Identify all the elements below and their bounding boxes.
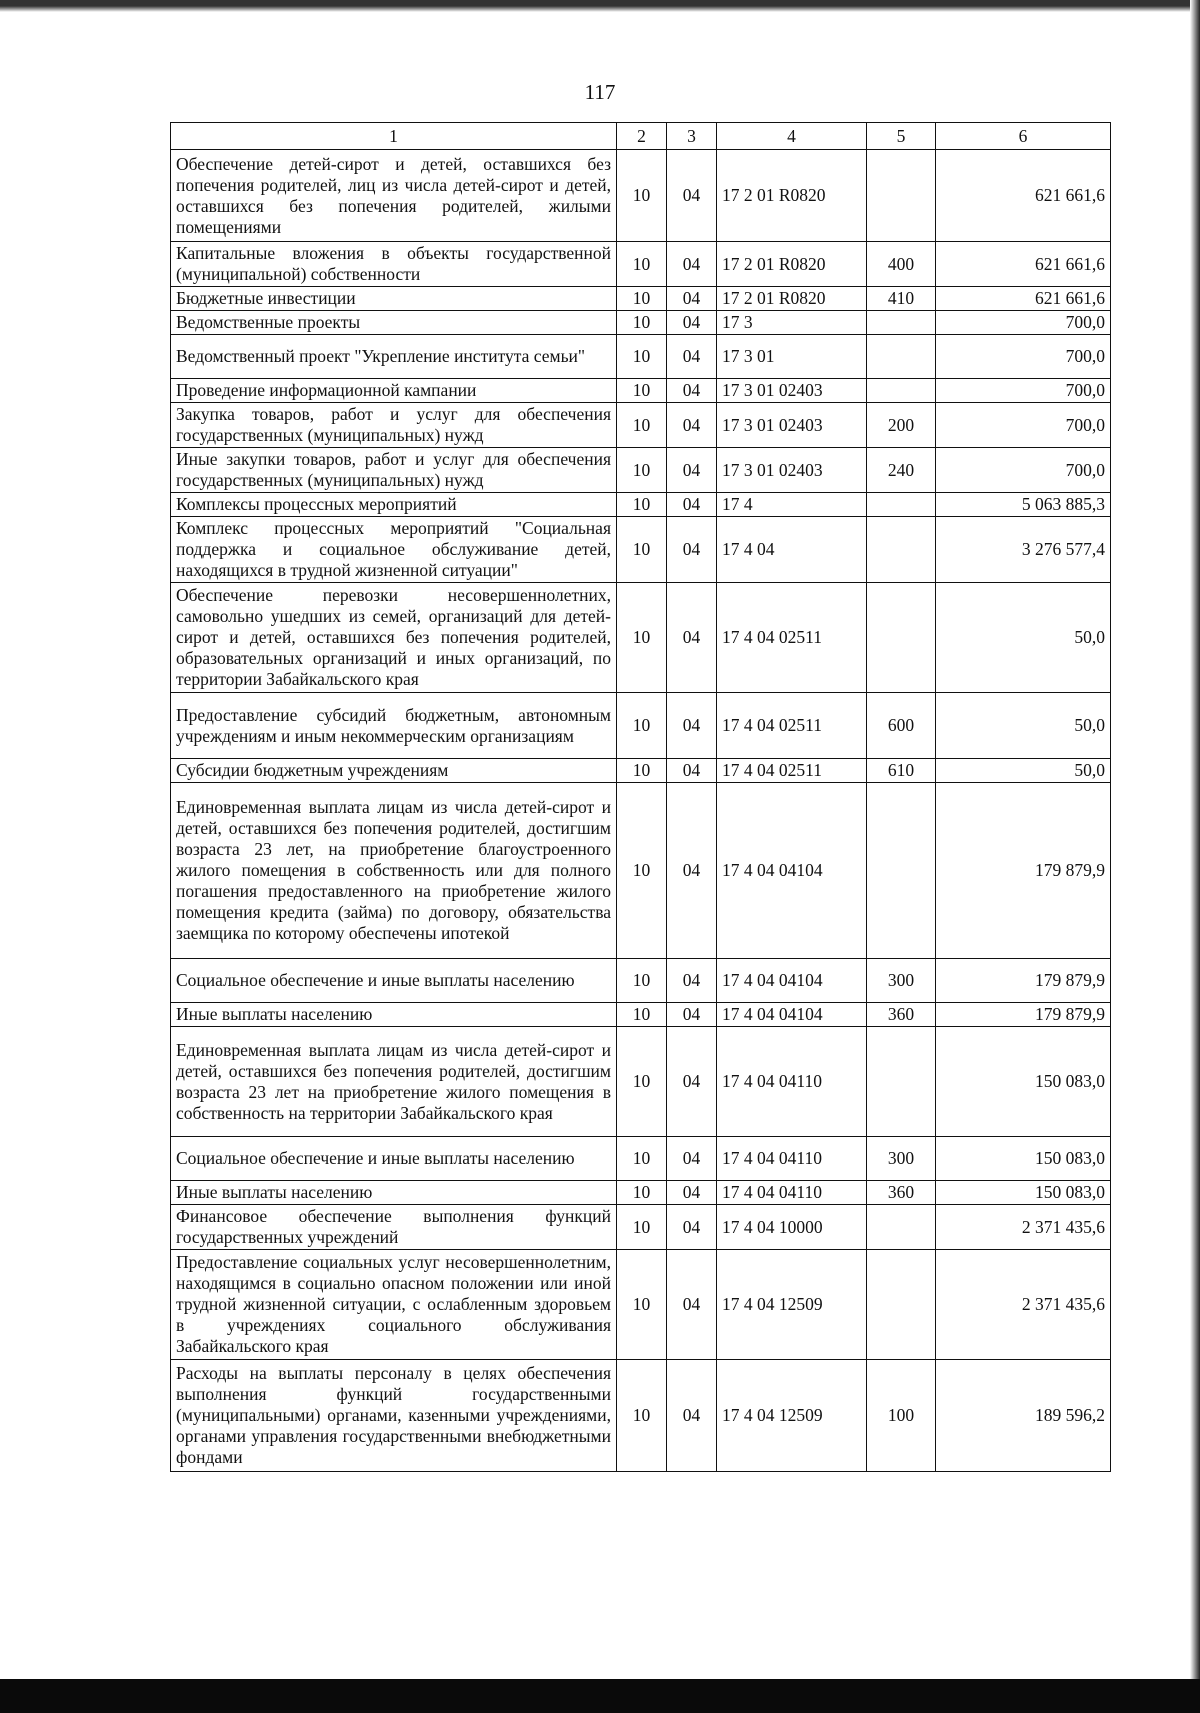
row-section-code: 10	[617, 1205, 667, 1250]
row-subsection-code: 04	[667, 1003, 717, 1027]
row-section-code: 10	[617, 1027, 667, 1137]
row-target-article: 17 4 04 02511	[717, 693, 867, 759]
table-row	[171, 150, 1111, 242]
row-description: Иные закупки товаров, работ и услуг для обеспечения государственных (муниципальных) нужд	[171, 448, 617, 493]
row-section-code: 10	[617, 759, 667, 783]
row-amount: 150 083,0	[936, 1137, 1111, 1181]
row-expense-type: 300	[867, 959, 936, 1003]
row-amount: 621 661,6	[936, 287, 1111, 311]
row-target-article: 17 4 04 10000	[717, 1205, 867, 1250]
row-expense-type: 240	[867, 448, 936, 493]
row-target-article: 17 4 04	[717, 517, 867, 583]
row-subsection-code: 04	[667, 493, 717, 517]
column-header: 4	[717, 123, 867, 150]
row-description: Ведомственный проект "Укрепление института семьи"	[171, 335, 617, 379]
row-section-code: 10	[617, 379, 667, 403]
row-description: Капитальные вложения в объекты государственной (муниципальной) собственности	[171, 242, 617, 287]
row-description: Ведомственные проекты	[171, 311, 617, 335]
row-subsection-code: 04	[667, 693, 717, 759]
row-target-article: 17 4 04 04104	[717, 783, 867, 959]
row-target-article: 17 4 04 04110	[717, 1027, 867, 1137]
page-number: 117	[584, 80, 616, 104]
row-description: Проведение информационной кампании	[171, 379, 617, 403]
row-expense-type: 360	[867, 1003, 936, 1027]
row-amount: 700,0	[936, 379, 1111, 403]
row-expense-type: 200	[867, 403, 936, 448]
row-amount: 2 371 435,6	[936, 1250, 1111, 1360]
scan-edge-bottom	[0, 1679, 1200, 1713]
row-section-code: 10	[617, 335, 667, 379]
row-section-code: 10	[617, 287, 667, 311]
row-description: Предоставление субсидий бюджетным, автономным учреждениям и иным некоммерческим организациям	[171, 693, 617, 759]
row-subsection-code: 04	[667, 379, 717, 403]
row-description: Обеспечение детей-сирот и детей, оставшихся без попечения родителей, лиц из числа детей-сирот и детей, оставшихся без попечения родителей, жилыми помещениями	[171, 150, 617, 242]
budget-table	[170, 122, 1111, 1472]
row-subsection-code: 04	[667, 1205, 717, 1250]
table-row	[171, 403, 1111, 448]
table-row	[171, 1250, 1111, 1360]
row-target-article: 17 4 04 04110	[717, 1181, 867, 1205]
table-row	[171, 1205, 1111, 1250]
table-row	[171, 1027, 1111, 1137]
table-row	[171, 693, 1111, 759]
row-amount: 179 879,9	[936, 959, 1111, 1003]
table-row	[171, 1003, 1111, 1027]
row-expense-type	[867, 517, 936, 583]
row-description: Единовременная выплата лицам из числа детей-сирот и детей, оставшихся без попечения родителей, достигшим возраста 23 лет на приобретение жилого помещения в собственность на территории Забайкальского края	[171, 1027, 617, 1137]
column-header: 6	[936, 123, 1111, 150]
row-subsection-code: 04	[667, 287, 717, 311]
row-subsection-code: 04	[667, 311, 717, 335]
row-expense-type	[867, 150, 936, 242]
row-target-article: 17 4 04 04110	[717, 1137, 867, 1181]
row-description: Иные выплаты населению	[171, 1181, 617, 1205]
row-subsection-code: 04	[667, 1137, 717, 1181]
row-amount: 700,0	[936, 403, 1111, 448]
row-target-article: 17 2 01 R0820	[717, 150, 867, 242]
row-amount: 150 083,0	[936, 1027, 1111, 1137]
row-expense-type: 300	[867, 1137, 936, 1181]
row-description: Единовременная выплата лицам из числа детей-сирот и детей, оставшихся без попечения родителей, достигшим возраста 23 лет, на приобретение благоустроенного жилого помещения в собственность или для полного погашения предоставленного на приобретение жилого помещения кредита (займа) по договору, обязательства заемщика по которому обеспечены ипотекой	[171, 783, 617, 959]
row-expense-type: 100	[867, 1360, 936, 1472]
row-subsection-code: 04	[667, 403, 717, 448]
table-row	[171, 379, 1111, 403]
table-row	[171, 517, 1111, 583]
row-target-article: 17 3 01 02403	[717, 379, 867, 403]
row-section-code: 10	[617, 693, 667, 759]
row-subsection-code: 04	[667, 1250, 717, 1360]
row-amount: 150 083,0	[936, 1181, 1111, 1205]
table-row	[171, 493, 1111, 517]
row-target-article: 17 2 01 R0820	[717, 287, 867, 311]
row-subsection-code: 04	[667, 335, 717, 379]
table-row	[171, 311, 1111, 335]
table-row	[171, 242, 1111, 287]
row-expense-type	[867, 379, 936, 403]
row-subsection-code: 04	[667, 1027, 717, 1137]
row-amount: 700,0	[936, 448, 1111, 493]
table-row	[171, 759, 1111, 783]
row-description: Социальное обеспечение и иные выплаты населению	[171, 1137, 617, 1181]
row-section-code: 10	[617, 1360, 667, 1472]
row-amount: 50,0	[936, 583, 1111, 693]
row-subsection-code: 04	[667, 959, 717, 1003]
row-target-article: 17 3	[717, 311, 867, 335]
table-row	[171, 1137, 1111, 1181]
row-description: Иные выплаты населению	[171, 1003, 617, 1027]
row-section-code: 10	[617, 1137, 667, 1181]
row-subsection-code: 04	[667, 517, 717, 583]
row-amount: 179 879,9	[936, 783, 1111, 959]
row-description: Закупка товаров, работ и услуг для обеспечения государственных (муниципальных) нужд	[171, 403, 617, 448]
row-subsection-code: 04	[667, 448, 717, 493]
row-expense-type: 600	[867, 693, 936, 759]
column-header: 1	[171, 123, 617, 150]
row-section-code: 10	[617, 448, 667, 493]
row-section-code: 10	[617, 959, 667, 1003]
row-subsection-code: 04	[667, 1360, 717, 1472]
row-expense-type	[867, 311, 936, 335]
budget-table-body	[171, 123, 1111, 1472]
row-target-article: 17 4 04 02511	[717, 759, 867, 783]
row-target-article: 17 3 01 02403	[717, 403, 867, 448]
row-expense-type	[867, 1205, 936, 1250]
scan-edge-right	[1190, 0, 1200, 1713]
scan-edge-top	[0, 0, 1200, 12]
row-expense-type: 400	[867, 242, 936, 287]
table-row	[171, 783, 1111, 959]
row-subsection-code: 04	[667, 783, 717, 959]
table-row	[171, 1181, 1111, 1205]
row-expense-type	[867, 583, 936, 693]
row-description: Комплекс процессных мероприятий "Социальная поддержка и социальное обслуживание детей, находящихся в трудной жизненной ситуации"	[171, 517, 617, 583]
row-amount: 50,0	[936, 759, 1111, 783]
table-row	[171, 448, 1111, 493]
row-expense-type: 610	[867, 759, 936, 783]
row-description: Расходы на выплаты персоналу в целях обеспечения выполнения функций государственными (муниципальными) органами, казенными учреждениями, органами управления государственными внебюджетными фондами	[171, 1360, 617, 1472]
row-section-code: 10	[617, 403, 667, 448]
row-description: Бюджетные инвестиции	[171, 287, 617, 311]
header-row	[171, 123, 1111, 150]
row-subsection-code: 04	[667, 759, 717, 783]
row-section-code: 10	[617, 242, 667, 287]
row-target-article: 17 2 01 R0820	[717, 242, 867, 287]
row-section-code: 10	[617, 783, 667, 959]
row-expense-type	[867, 1027, 936, 1137]
row-amount: 621 661,6	[936, 242, 1111, 287]
table-row	[171, 959, 1111, 1003]
row-section-code: 10	[617, 311, 667, 335]
row-section-code: 10	[617, 1181, 667, 1205]
row-target-article: 17 4 04 12509	[717, 1360, 867, 1472]
row-section-code: 10	[617, 150, 667, 242]
row-section-code: 10	[617, 517, 667, 583]
row-amount: 3 276 577,4	[936, 517, 1111, 583]
row-section-code: 10	[617, 583, 667, 693]
row-target-article: 17 4 04 02511	[717, 583, 867, 693]
row-subsection-code: 04	[667, 1181, 717, 1205]
row-target-article: 17 3 01	[717, 335, 867, 379]
column-header: 2	[617, 123, 667, 150]
row-target-article: 17 4 04 04104	[717, 1003, 867, 1027]
row-expense-type	[867, 1250, 936, 1360]
row-subsection-code: 04	[667, 583, 717, 693]
table-row	[171, 1360, 1111, 1472]
row-description: Субсидии бюджетным учреждениям	[171, 759, 617, 783]
column-header: 5	[867, 123, 936, 150]
row-description: Комплексы процессных мероприятий	[171, 493, 617, 517]
row-target-article: 17 3 01 02403	[717, 448, 867, 493]
table-row	[171, 287, 1111, 311]
column-header: 3	[667, 123, 717, 150]
row-amount: 2 371 435,6	[936, 1205, 1111, 1250]
row-subsection-code: 04	[667, 242, 717, 287]
row-expense-type	[867, 335, 936, 379]
row-amount: 50,0	[936, 693, 1111, 759]
row-subsection-code: 04	[667, 150, 717, 242]
row-description: Обеспечение перевозки несовершеннолетних, самовольно ушедших из семей, организаций для детей-сирот и детей, оставшихся без попечения родителей, образовательных организаций и иных организаций, по территории Забайкальского края	[171, 583, 617, 693]
row-expense-type: 360	[867, 1181, 936, 1205]
row-section-code: 10	[617, 1003, 667, 1027]
row-expense-type: 410	[867, 287, 936, 311]
table-row	[171, 583, 1111, 693]
row-amount: 700,0	[936, 311, 1111, 335]
row-amount: 5 063 885,3	[936, 493, 1111, 517]
row-amount: 700,0	[936, 335, 1111, 379]
row-target-article: 17 4	[717, 493, 867, 517]
row-amount: 621 661,6	[936, 150, 1111, 242]
row-amount: 179 879,9	[936, 1003, 1111, 1027]
row-expense-type	[867, 493, 936, 517]
row-section-code: 10	[617, 493, 667, 517]
row-target-article: 17 4 04 04104	[717, 959, 867, 1003]
row-description: Предоставление социальных услуг несовершеннолетним, находящимся в социально опасном положении или иной трудной жизненной ситуации, с ослабленным здоровьем в учреждениях социального обслуживания Забайкальского края	[171, 1250, 617, 1360]
row-section-code: 10	[617, 1250, 667, 1360]
row-amount: 189 596,2	[936, 1360, 1111, 1472]
row-description: Социальное обеспечение и иные выплаты населению	[171, 959, 617, 1003]
row-description: Финансовое обеспечение выполнения функций государственных учреждений	[171, 1205, 617, 1250]
row-expense-type	[867, 783, 936, 959]
table-row	[171, 335, 1111, 379]
row-target-article: 17 4 04 12509	[717, 1250, 867, 1360]
